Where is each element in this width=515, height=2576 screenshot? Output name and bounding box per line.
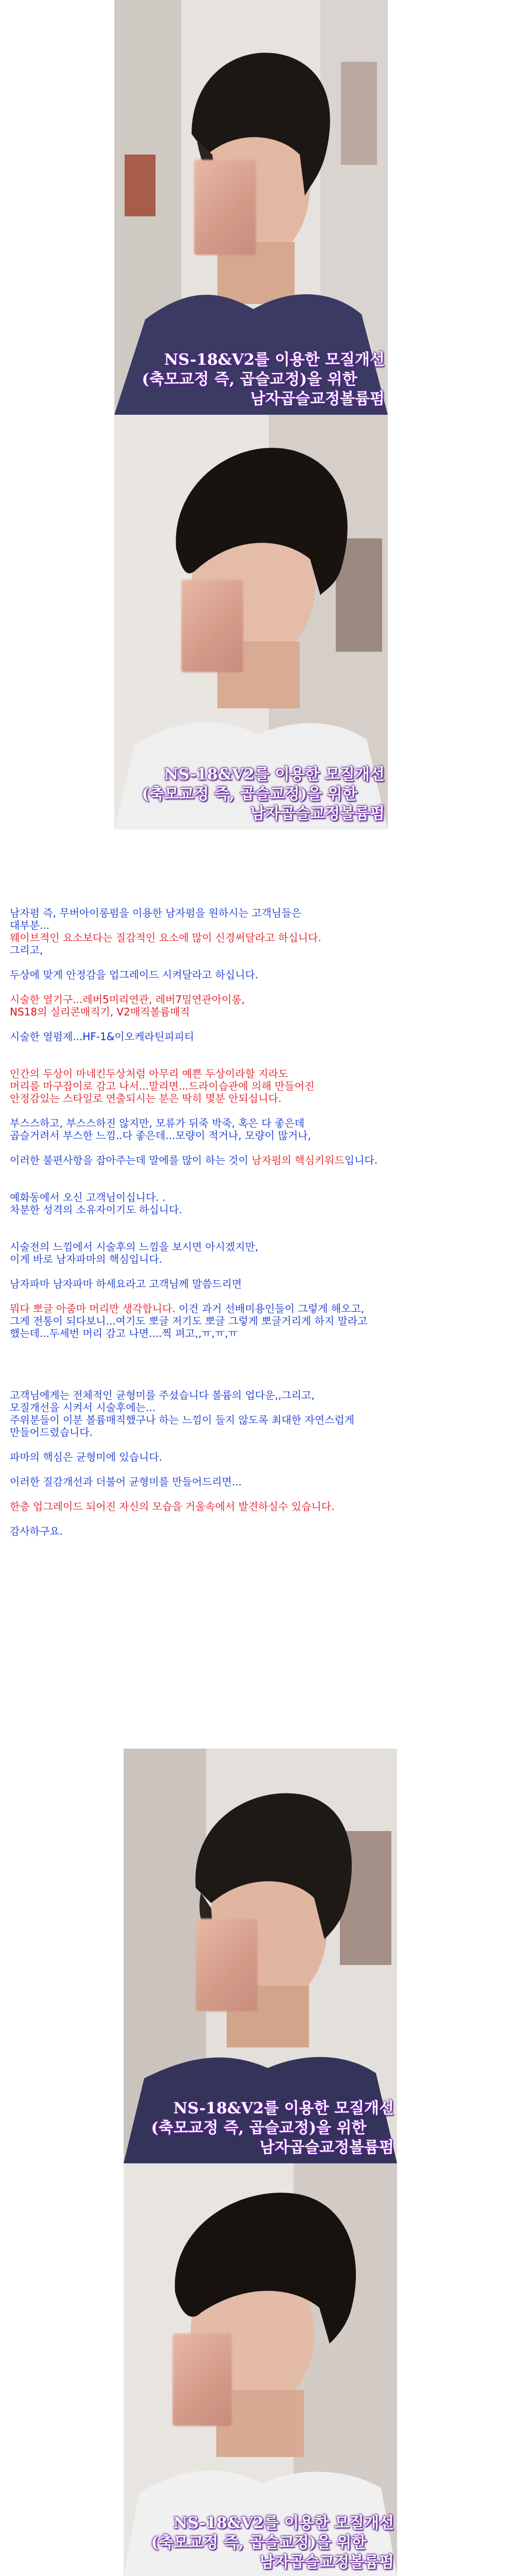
text-segment: 머리를 마구잡이로 감고 나서...말리면...드라이습관에 의해 만들어진 [10,1080,315,1092]
text-segment: 안정감있는 스타일로 연출되시는 분은 딱히 몇분 안되십니다. [10,1092,282,1105]
text-line [10,919,504,931]
text-line [10,1500,504,1513]
text-segment: 이게 바로 남자파마의 핵심입니다. [10,1253,162,1265]
text-line [10,1302,504,1315]
caption-line-1: NS-18&V2를 이용한 모질개선 [164,351,385,369]
text-line [10,1006,504,1018]
text-segment: 고객님에게는 전체적인 균형미를 주셨습니다 볼륨의 업다운,,그리고, [10,1389,315,1401]
caption-line-2: (축모교정 즉, 곱슬교정)을 위한 [142,785,357,803]
text-segment: 남자펌 즉, 무버아이롱펌을 이용한 남자펌을 원하시는 고객님들은 [10,907,302,919]
face-blur [181,580,243,672]
text-line [10,1204,504,1216]
photo-caption [124,2514,397,2572]
text-line [10,931,504,944]
text-segment: 이건 과거 선배미용인들이 그렇게 해오고, [175,1302,365,1315]
text-line [10,1253,504,1265]
text-segment: 예화동에서 오신 고객님이십니다. . [10,1191,166,1204]
paragraph [10,969,504,981]
text-line [10,969,504,981]
paragraph [10,1389,504,1438]
caption-line-3: 남자곱슬교정볼륨펌 [260,2553,394,2571]
paragraph [10,1278,504,1290]
text-segment: 이러한 질감개선과 더불어 균형미를 만들어드리면... [10,1476,242,1488]
face-blur [173,2333,232,2426]
caption-line-3: 남자곱슬교정볼륨펌 [250,805,385,823]
text-segment: 그게 전통이 되다보니...여기도 뽀글 저기도 뽀글 그렇게 뽀글거리게 하지 말라고 [10,1315,368,1327]
text-segment: 인간의 두상이 마네킨두상처럼 아무리 예쁜 두상이라할 지라도 [10,1067,288,1080]
paragraph [10,1191,504,1216]
text-line [10,1191,504,1204]
text-line [10,1154,504,1166]
paragraph [10,1476,504,1488]
text-line [10,1476,504,1488]
text-segment: 시술전의 느낌에서 시술후의 느낌을 보시면 아시겠지만, [10,1241,259,1253]
text-line [10,1327,504,1340]
photo-caption [124,2099,397,2158]
caption-line-2: (축모교정 즉, 곱슬교정)을 위한 [151,2119,367,2137]
photo-after-side-2 [124,2163,397,2576]
text-line [10,1401,504,1414]
text-segment: 곱슬거려서 부스한 느낌..다 좋은데...모량이 적거나, 모량이 많거나, [10,1129,311,1142]
text-segment: 시술한 열펌제...HF-1&이오케라틴피피티 [10,1030,194,1043]
text-segment: 한층 업그레이드 되어진 자신의 모습을 거울속에서 발견하실수 있습니다. [10,1500,335,1513]
text-segment: 만들어드렸습니다. [10,1426,93,1438]
text-segment: 시술한 열기구...레버5미리연관, 레버7밀연관아이롱, [10,993,245,1006]
photo-caption [114,350,388,409]
text-line [10,1525,504,1537]
text-segment: 대부분... [10,919,50,931]
text-segment: 했는데...두세번 머리 감고 나면....찍 펴고,,ㅠ,ㅠ,ㅠ [10,1327,238,1340]
text-segment: 파마의 핵심은 균형미에 있습니다. [10,1451,162,1463]
text-segment: 부스스하고, 부스스하진 않지만, 모류가 뒤죽 박죽, 혹은 다 좋은데 [10,1117,305,1129]
text-line [10,1414,504,1426]
text-segment: 입니다. [344,1154,378,1166]
text-line [10,1389,504,1401]
text-segment: 남자펌의 핵심키워드 [251,1154,345,1166]
paragraph [10,1525,504,1537]
text-line [10,1451,504,1463]
caption-line-3: 남자곱슬교정볼륨펌 [250,390,385,408]
text-line [10,944,504,956]
text-segment: 차분한 성격의 소유자이기도 하십니다. [10,1204,182,1216]
paragraph [10,1451,504,1463]
photo-before-side-2 [114,415,388,829]
paragraph [10,1500,504,1513]
paragraph [10,1154,504,1166]
caption-line-2: (축모교정 즉, 곱슬교정)을 위한 [151,2534,367,2552]
text-segment: 그리고, [10,944,43,956]
text-line [10,1278,504,1290]
caption-line-3: 남자곱슬교정볼륨펌 [260,2139,394,2157]
text-segment: 웨이브적인 요소보다는 질감적인 요소에 많이 신경써달라고 하십니다. [10,931,321,944]
text-segment: 주위분들이 이분 볼륨매직했구나 하는 느낌이 들지 않도록 최대한 자연스럽게 [10,1414,355,1426]
paragraph [10,1241,504,1265]
face-blur [194,160,256,255]
paragraph [10,1067,504,1105]
photo-after-side [124,1749,397,2163]
article-text [10,907,504,1537]
text-line [10,1241,504,1253]
text-segment: 남자파마 남자파마 하세요라고 고객님께 말씀드리면 [10,1278,242,1290]
photo-caption [114,765,388,824]
text-line [10,993,504,1006]
text-line [10,1080,504,1092]
paragraph [10,907,504,956]
caption-line-2: (축모교정 즉, 곱슬교정)을 위한 [142,370,357,388]
text-segment: NS18의 실리콘매직기, V2매직볼륨매직 [10,1006,190,1018]
paragraph [10,993,504,1018]
text-segment: 모질개선을 시켜서 시술후에는... [10,1401,156,1414]
text-line [10,1129,504,1142]
text-line [10,1030,504,1043]
text-segment: 뭐다 뽀글 아줌마 머리만 생각합니다. [10,1302,176,1315]
caption-line-1: NS-18&V2를 이용한 모질개선 [173,2514,394,2532]
text-line [10,907,504,919]
paragraph [10,1117,504,1142]
paragraph [10,1030,504,1043]
caption-line-1: NS-18&V2를 이용한 모질개선 [173,2099,394,2117]
text-segment: 두상에 맞게 안정감을 업그레이드 시켜달라고 하십니다. [10,969,259,981]
text-segment: 감사하구요. [10,1525,63,1537]
photo-before-side [114,0,388,415]
text-line [10,1117,504,1129]
text-segment: 이러한 불편사항을 잡아주는데 말에를 많이 하는 것이 [10,1154,252,1166]
text-line [10,1426,504,1438]
text-line [10,1067,504,1080]
face-blur [196,1919,258,2011]
text-line [10,1315,504,1327]
caption-line-1: NS-18&V2를 이용한 모질개선 [164,766,385,784]
text-line [10,1092,504,1105]
paragraph [10,1302,504,1340]
